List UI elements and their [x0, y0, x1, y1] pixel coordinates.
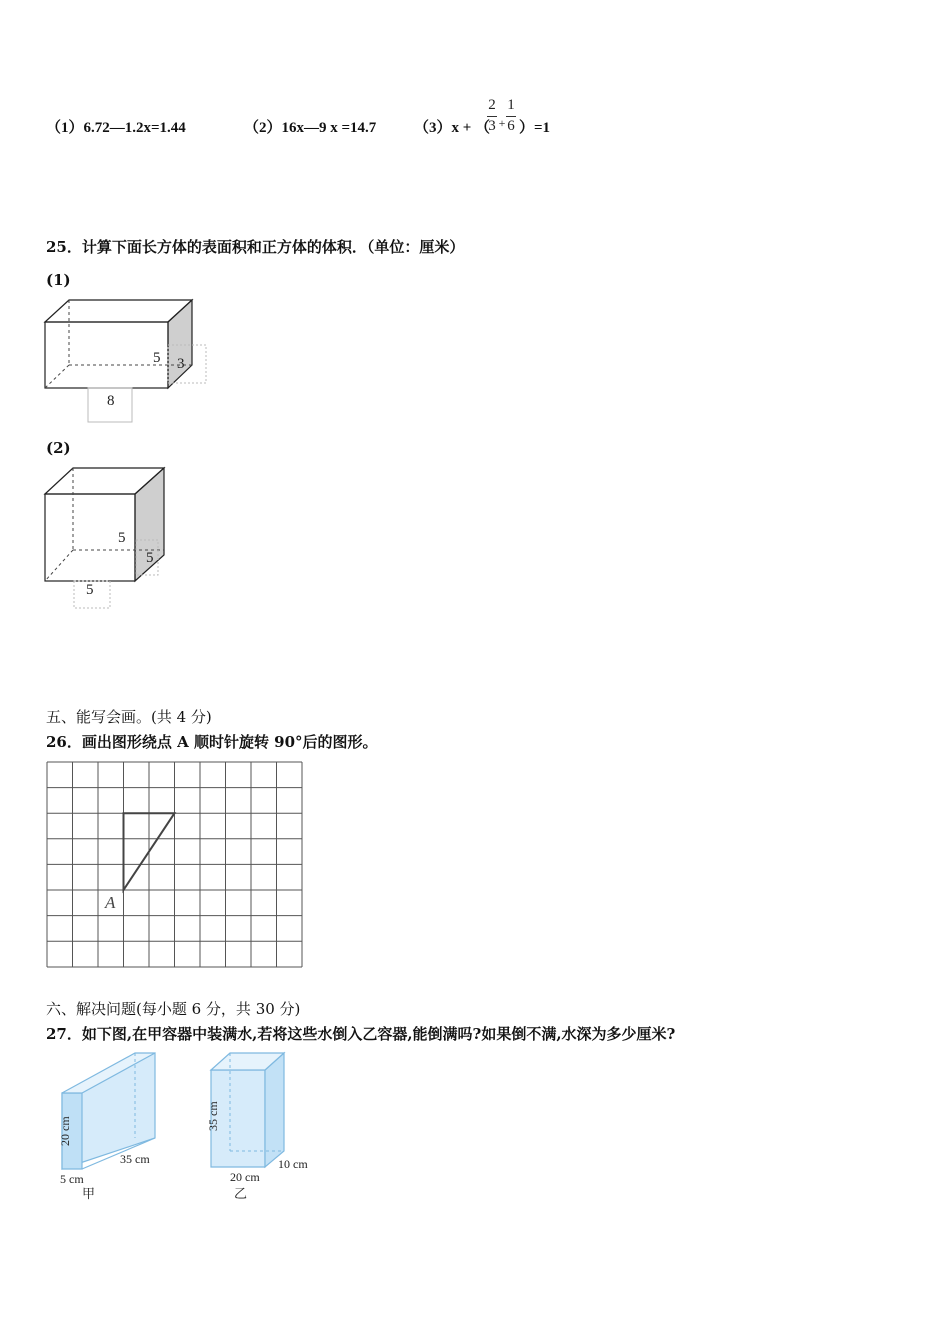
- cube-figure: [40, 463, 180, 618]
- rotation-grid: [44, 760, 306, 970]
- container-b-height-label: 35 cm: [206, 1101, 220, 1131]
- eq3-fraction-1-numerator: 2: [488, 97, 496, 113]
- eq3-fraction-1-denominator: 3: [488, 118, 496, 134]
- cuboid-width-label: 5: [153, 350, 161, 366]
- container-a-height-label: 20 cm: [58, 1116, 72, 1146]
- eq3-fraction-2-denominator: 6: [507, 118, 515, 134]
- cube-bottom-edge-label: 5: [86, 582, 94, 598]
- container-a: [58, 1053, 155, 1201]
- cuboid-shaded-side: [168, 300, 192, 388]
- container-a-name: 甲: [82, 1186, 96, 1201]
- question-25: 25．计算下面长方体的表面积和正方体的体积．（单位：厘米）: [46, 238, 465, 256]
- cuboid-height-label: 3: [177, 356, 185, 372]
- cuboid-length-label: 8: [107, 393, 115, 409]
- cuboid-figure: [40, 295, 220, 430]
- cuboid-front-face: [45, 322, 168, 388]
- cube-side-edge-label: 5: [146, 550, 154, 566]
- equation-3-suffix: ）=1: [519, 120, 551, 136]
- eq3-fraction-2-bar: [506, 116, 516, 117]
- question-26: 26．画出图形绕点 A 顺时针旋转 90°后的图形。: [46, 733, 378, 751]
- section-5-title: 五、能写会画。(共 4 分): [46, 708, 212, 726]
- container-a-width-label: 5 cm: [60, 1172, 84, 1186]
- cube-hidden-edge: [45, 550, 73, 581]
- point-a-label: A: [105, 893, 116, 912]
- eq3-fraction-2-numerator: 1: [507, 97, 515, 113]
- container-b-length-label: 20 cm: [230, 1170, 260, 1184]
- container-b-name: 乙: [234, 1186, 248, 1201]
- section-6-title: 六、解决问题(每小题 6 分，共 30 分): [46, 1000, 301, 1018]
- container-b: [206, 1053, 308, 1201]
- equation-2: （2）16x—9 x =14.7: [244, 120, 377, 136]
- container-a-length-label: 35 cm: [120, 1152, 150, 1166]
- cuboid-top-face: [45, 300, 192, 322]
- eq3-plus: +: [498, 116, 506, 130]
- cube-depth-edge-label: 5: [118, 530, 126, 546]
- equation-1: （1）6.72—1.2x=1.44: [46, 120, 186, 136]
- cuboid-hidden-edge: [45, 365, 69, 388]
- container-b-width-label: 10 cm: [278, 1157, 308, 1171]
- grid-lines: [47, 762, 302, 967]
- part-2-label: (2): [46, 439, 71, 457]
- question-27: 27．如下图,在甲容器中装满水,若将这些水倒入乙容器,能倒满吗?如果倒不满,水深为多少厘米?: [46, 1025, 676, 1043]
- equation-3-prefix: （3）x + （: [414, 120, 491, 136]
- container-b-side: [265, 1053, 284, 1167]
- containers-figure: [40, 1050, 330, 1205]
- part-1-label: (1): [46, 271, 71, 289]
